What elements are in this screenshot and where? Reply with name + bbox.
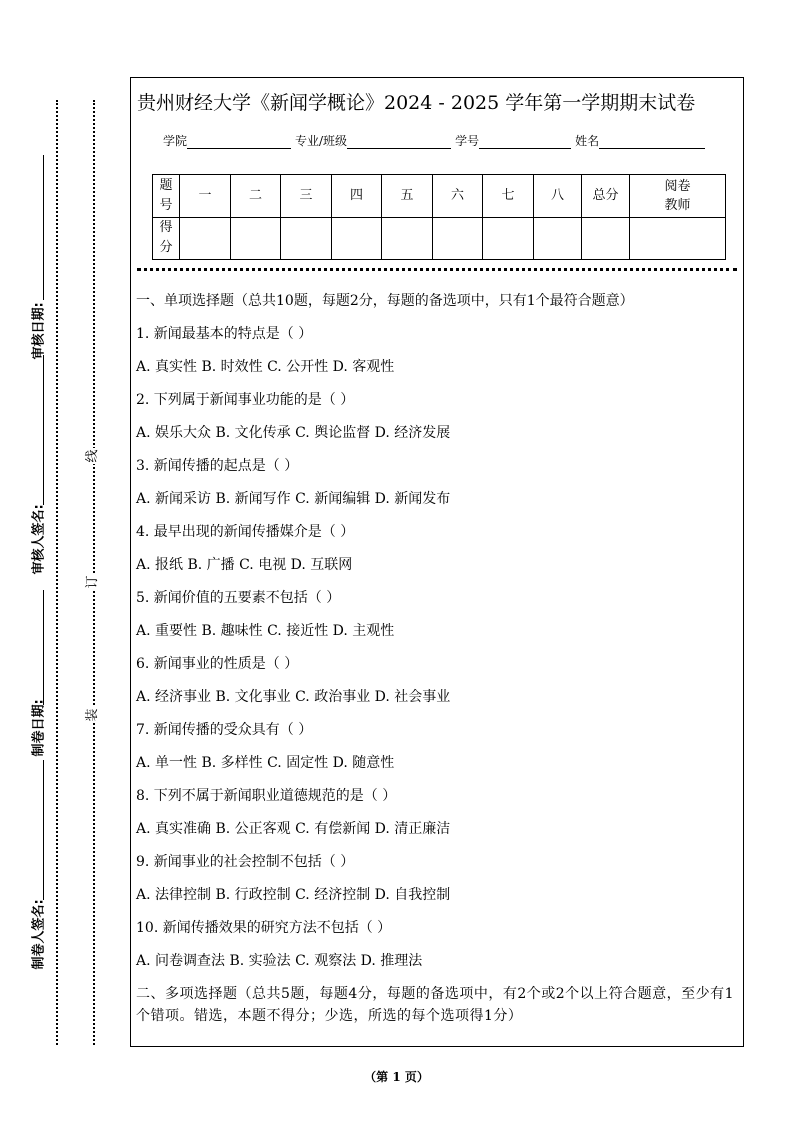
student-id-label: 学号	[455, 134, 480, 148]
exam-title: 贵州财经大学《新闻学概论》2024 - 2025 学年第一学期期末试卷	[137, 92, 696, 114]
score-cell[interactable]	[483, 217, 534, 260]
col-total: 总分	[582, 175, 630, 218]
college-label: 学院	[163, 134, 188, 148]
make-date-line	[43, 590, 44, 705]
score-table-score-row	[153, 217, 726, 260]
options-10: A. 问卷调查法 B. 实验法 C. 观察法 D. 推理法	[136, 953, 423, 969]
question-number-label: 题号	[153, 175, 180, 218]
major-label: 专业/班级	[295, 134, 348, 148]
staple-char: 订	[85, 575, 100, 589]
score-table-header-row	[153, 175, 726, 218]
binding-dotted-line-left	[56, 100, 58, 1045]
question-1: 1. 新闻最基本的特点是（ ）	[136, 326, 313, 342]
score-cell[interactable]	[382, 217, 433, 260]
options-6: A. 经济事业 B. 文化事业 C. 政治事业 D. 社会事业	[136, 689, 451, 705]
question-8: 8. 下列不属于新闻职业道德规范的是（ ）	[136, 788, 397, 804]
score-label: 得分	[153, 217, 180, 260]
question-9: 9. 新闻事业的社会控制不包括（ ）	[136, 854, 355, 870]
options-2: A. 娱乐大众 B. 文化传承 C. 舆论监督 D. 经济发展	[136, 425, 451, 441]
score-cell[interactable]	[180, 217, 231, 260]
student-id-field[interactable]	[479, 136, 571, 149]
question-5: 5. 新闻价值的五要素不包括（ ）	[136, 590, 341, 606]
college-field[interactable]	[187, 136, 291, 149]
col-5: 五	[382, 175, 433, 218]
score-cell[interactable]	[630, 217, 726, 260]
options-5: A. 重要性 B. 趣味性 C. 接近性 D. 主观性	[136, 623, 395, 639]
binding-dotted-line-mid	[93, 100, 95, 1045]
options-8: A. 真实准确 B. 公正客观 C. 有偿新闻 D. 清正廉洁	[136, 821, 451, 837]
exam-content	[136, 290, 741, 1027]
section1-heading: 一、单项选择题（总共10题，每题2分，每题的备选项中，只有1个最符合题意）	[136, 293, 634, 309]
question-2: 2. 下列属于新闻事业功能的是（ ）	[136, 392, 355, 408]
section2-heading: 二、多项选择题（总共5题，每题4分，每题的备选项中，有2个或2个以上符合题意，至少有1个错项。错选，本题不得分；少选，所选的每个选项得1分）	[136, 986, 735, 1024]
col-7: 七	[483, 175, 534, 218]
score-cell[interactable]	[281, 217, 332, 260]
reviewer-col: 阅卷教师	[630, 175, 726, 218]
score-cell[interactable]	[332, 217, 382, 260]
col-8: 八	[534, 175, 582, 218]
options-9: A. 法律控制 B. 行政控制 C. 经济控制 D. 自我控制	[136, 887, 451, 903]
col-3: 三	[281, 175, 332, 218]
question-4: 4. 最早出现的新闻传播媒介是（ ）	[136, 524, 355, 540]
question-3: 3. 新闻传播的起点是（ ）	[136, 458, 299, 474]
review-date-line	[43, 155, 44, 300]
score-cell[interactable]	[231, 217, 281, 260]
options-7: A. 单一性 B. 多样性 C. 固定性 D. 随意性	[136, 755, 395, 771]
options-4: A. 报纸 B. 广播 C. 电视 D. 互联网	[136, 557, 353, 573]
col-6: 六	[433, 175, 483, 218]
col-1: 一	[180, 175, 231, 218]
score-cell[interactable]	[433, 217, 483, 260]
score-cell[interactable]	[534, 217, 582, 260]
page-number: （第 1 页）	[364, 1070, 429, 1084]
line-char: 线	[85, 449, 100, 463]
reviewer-signature-label: 审核人签名:	[31, 504, 47, 575]
options-3: A. 新闻采访 B. 新闻写作 C. 新闻编辑 D. 新闻发布	[136, 491, 451, 507]
bind-char: 装	[85, 708, 100, 722]
maker-signature-label: 制卷人签名:	[31, 899, 47, 970]
col-4: 四	[332, 175, 382, 218]
student-info-row	[163, 132, 709, 149]
make-date-label: 制卷日期:	[31, 699, 47, 757]
question-10: 10. 新闻传播效果的研究方法不包括（ ）	[136, 920, 392, 936]
question-6: 6. 新闻事业的性质是（ ）	[136, 656, 299, 672]
question-7: 7. 新闻传播的受众具有（ ）	[136, 722, 313, 738]
dotted-separator	[137, 268, 737, 271]
name-label: 姓名	[575, 134, 600, 148]
score-cell[interactable]	[582, 217, 630, 260]
score-table	[152, 174, 726, 260]
review-date-label: 审核日期:	[31, 302, 47, 360]
col-2: 二	[231, 175, 281, 218]
name-field[interactable]	[599, 136, 705, 149]
major-field[interactable]	[347, 136, 451, 149]
reviewer-signature-line	[43, 355, 44, 505]
maker-signature-line	[43, 760, 44, 900]
options-1: A. 真实性 B. 时效性 C. 公开性 D. 客观性	[136, 359, 395, 375]
